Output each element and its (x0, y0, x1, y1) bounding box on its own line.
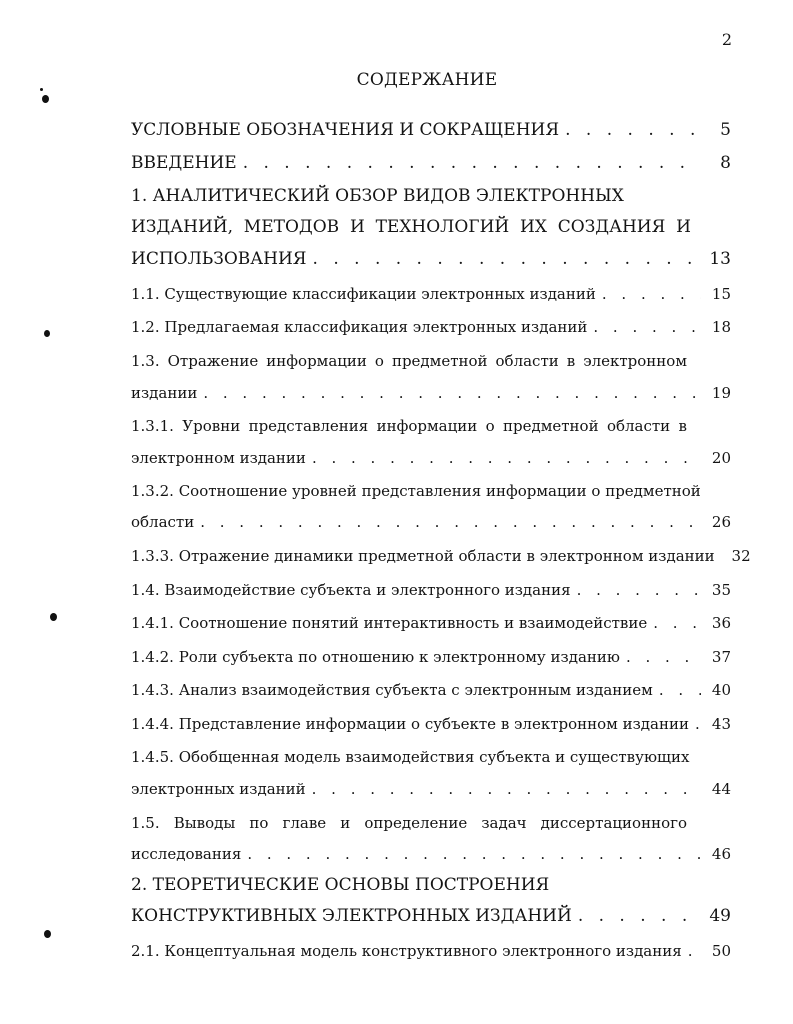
toc-entry: ИСПОЛЬЗОВАНИЯ . . . 13 (131, 249, 731, 269)
toc-entry-line: 2. ТЕОРЕТИЧЕСКИЕ ОСНОВЫ ПОСТРОЕНИЯ (131, 875, 550, 895)
toc-entry: электронных изданий . . . 44 (131, 780, 731, 798)
scan-speck (42, 95, 49, 103)
toc-entry-line: 1.5. Выводы по главе и определение задач диссертационного (131, 814, 687, 832)
scan-speck (50, 613, 57, 621)
page-title: СОДЕРЖАНИЕ (356, 70, 498, 90)
toc-entry-line: 1.3. Отражение информации о предметной области в электронном (131, 352, 687, 370)
toc-entry: 1.3.3. Отражение динамики предметной области в электронном издании 32 (131, 547, 751, 565)
toc-entry: КОНСТРУКТИВНЫХ ЭЛЕКТРОННЫХ ИЗДАНИЙ . . . 49 (131, 906, 731, 926)
toc-entry: 1.4.2. Роли субъекта по отношению к электронному изданию . . . 37 (131, 648, 731, 666)
toc-entry: электронном издании . . . 20 (131, 449, 731, 467)
toc-entry-line: 1.4.5. Обобщенная модель взаимодействия субъекта и существующих (131, 748, 690, 766)
scan-speck (44, 330, 50, 337)
toc-entry: издании . . . 19 (131, 384, 731, 402)
toc-entry: 1.4.1. Соотношение понятий интерактивность и взаимодействие . . . 36 (131, 614, 731, 632)
toc-entry: 1.2. Предлагаемая классификация электронных изданий . . . 18 (131, 318, 731, 336)
toc-entry: 2.1. Концептуальная модель конструктивного электронного издания . . . 50 (131, 942, 731, 960)
toc-entry: 1.4. Взаимодействие субъекта и электронного издания . . . 35 (131, 581, 731, 599)
page-number: 2 (721, 30, 732, 49)
toc-entry: области . . . 26 (131, 513, 731, 531)
toc-entry-line: 1. АНАЛИТИЧЕСКИЙ ОБЗОР ВИДОВ ЭЛЕКТРОННЫХ (131, 186, 624, 206)
toc-entry: 1.1. Существующие классификации электронных изданий . . . 15 (131, 285, 731, 303)
toc-entry: исследования . . . 46 (131, 845, 731, 863)
toc-entry: ВВЕДЕНИЕ . . . 8 (131, 153, 731, 173)
toc-entry-line: 1.3.2. Соотношение уровней представления информации о предметной (131, 482, 701, 500)
toc-entry: УСЛОВНЫЕ ОБОЗНАЧЕНИЯ И СОКРАЩЕНИЯ . . . 5 (131, 120, 731, 140)
scan-speck (40, 88, 43, 91)
scan-speck (44, 930, 51, 938)
toc-entry-line: 1.3.1. Уровни представления информации о предметной области в (131, 417, 687, 435)
toc-entry-line: ИЗДАНИЙ, МЕТОДОВ И ТЕХНОЛОГИЙ ИХ СОЗДАНИЯ И (131, 217, 691, 237)
toc-entry: 1.4.4. Представление информации о субъекте в электронном издании . . . 43 (131, 715, 731, 733)
toc-entry: 1.4.3. Анализ взаимодействия субъекта с электронным изданием . . . 40 (131, 681, 731, 699)
